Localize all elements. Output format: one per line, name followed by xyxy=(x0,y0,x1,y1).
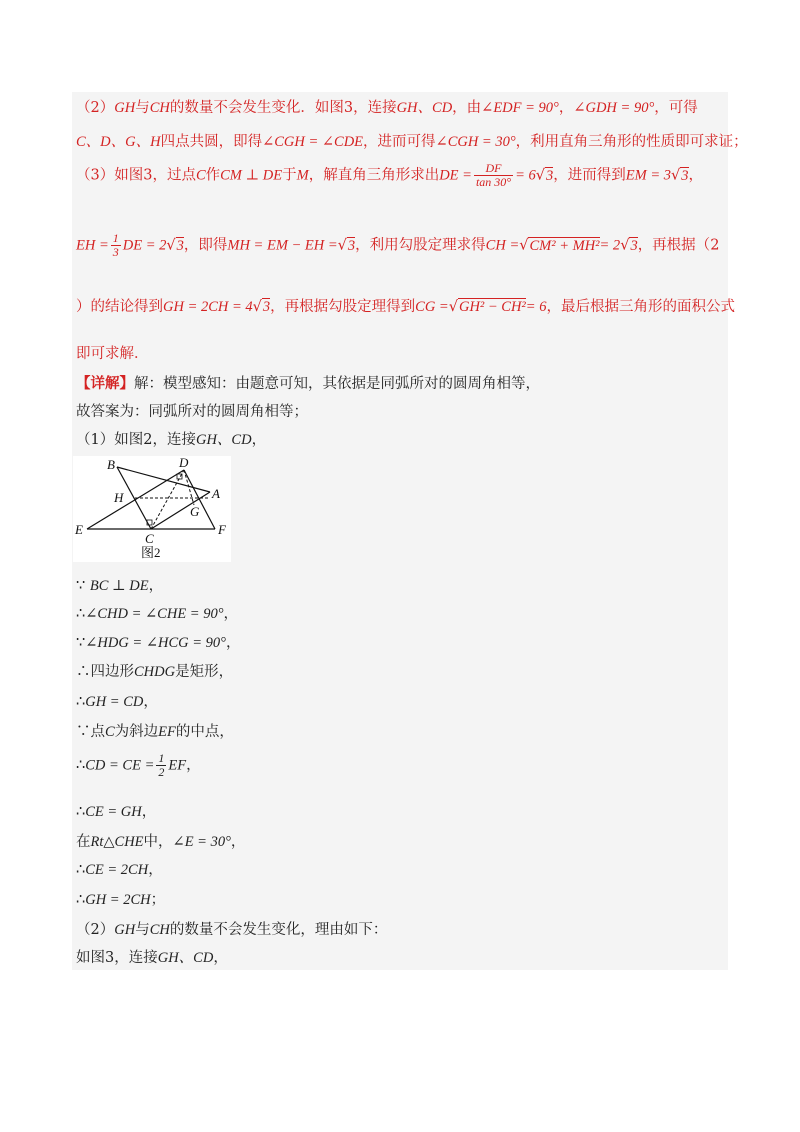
label-d: D xyxy=(179,456,189,470)
label-g: G xyxy=(190,504,200,519)
text-line-2: C、D、G、H四点共圆，即得∠CGH = ∠CDE，进而可得∠CGH = 30°，利用直角三角形的性质即可求证； xyxy=(76,134,748,150)
label-h: H xyxy=(114,490,124,505)
fraction-df-tan30: $\frac{DF}{\tan 30^\circ}$ xyxy=(475,161,512,189)
text-line-3: （3）如图3，过点C作CM ⊥ DE于M，解直角三角形求出DE = $\frac{DF}{\tan 30^\circ}$ = 6√3，进而得到EM = 3√3， xyxy=(76,161,703,189)
fraction-one-third: $\frac{1}{3}$ xyxy=(112,231,119,259)
label-b: B xyxy=(107,457,115,472)
text-line-9: （1）如图2，连接GH、CD， xyxy=(76,432,267,448)
text-line-6: 即可求解． xyxy=(76,346,149,362)
step-4: ∴四边形CHDG是矩形， xyxy=(76,664,234,680)
label-a: A xyxy=(212,486,220,501)
step-1: ∵ BC ⊥ DE， xyxy=(76,578,164,594)
step-12: （2）GH与CH的数量不会发生变化，理由如下： xyxy=(76,922,388,938)
step-2: ∴∠CHD = ∠CHE = 90°， xyxy=(76,606,239,622)
step-3: ∵∠HDG = ∠HCG = 90°， xyxy=(76,635,241,651)
label-f: F xyxy=(218,522,226,537)
figure-caption: 图2 xyxy=(141,545,161,560)
step-9: 在Rt△CHE中，∠E = 30°， xyxy=(76,834,246,850)
text-line-8: 故答案为：同弧所对的圆周角相等； xyxy=(76,404,308,420)
fraction-one-half: $\frac{1}{2}$ xyxy=(158,751,165,779)
step-13: 如图3，连接GH、CD， xyxy=(76,950,228,966)
text-line-7: 【详解】解：模型感知：由题意可知，其依据是同弧所对的圆周角相等， xyxy=(76,375,540,392)
step-10: ∴CE = 2CH， xyxy=(76,862,163,878)
step-6: ∵点C为斜边EF的中点， xyxy=(76,724,234,740)
text-line-4: EH = $\frac{1}{3}$ DE = 2√3，即得MH = EM − EH =√3，利用勾股定理求得CH =√CM² + MH²= 2√3，再根据（2 xyxy=(76,231,720,259)
text-line-1: （2）GH与CH的数量不会发生变化．如图3，连接GH、CD，由∠EDF = 90°，∠GDH = 90°，可得 xyxy=(76,100,698,116)
step-5: ∴GH = CD， xyxy=(76,694,158,710)
step-8: ∴CE = GH， xyxy=(76,804,157,820)
step-7: ∴CD = CE = $\frac{1}{2}$ EF， xyxy=(76,751,201,779)
step-11: ∴GH = 2CH； xyxy=(76,892,166,908)
label-e: E xyxy=(75,522,83,537)
text-line-5: ）的结论得到GH = 2CH = 4√3，再根据勾股定理得到CG =√GH² − CH²= 6，最后根据三角形的面积公式 xyxy=(76,299,735,315)
geometry-figure-2 xyxy=(73,456,231,562)
label-c: C xyxy=(145,531,154,546)
